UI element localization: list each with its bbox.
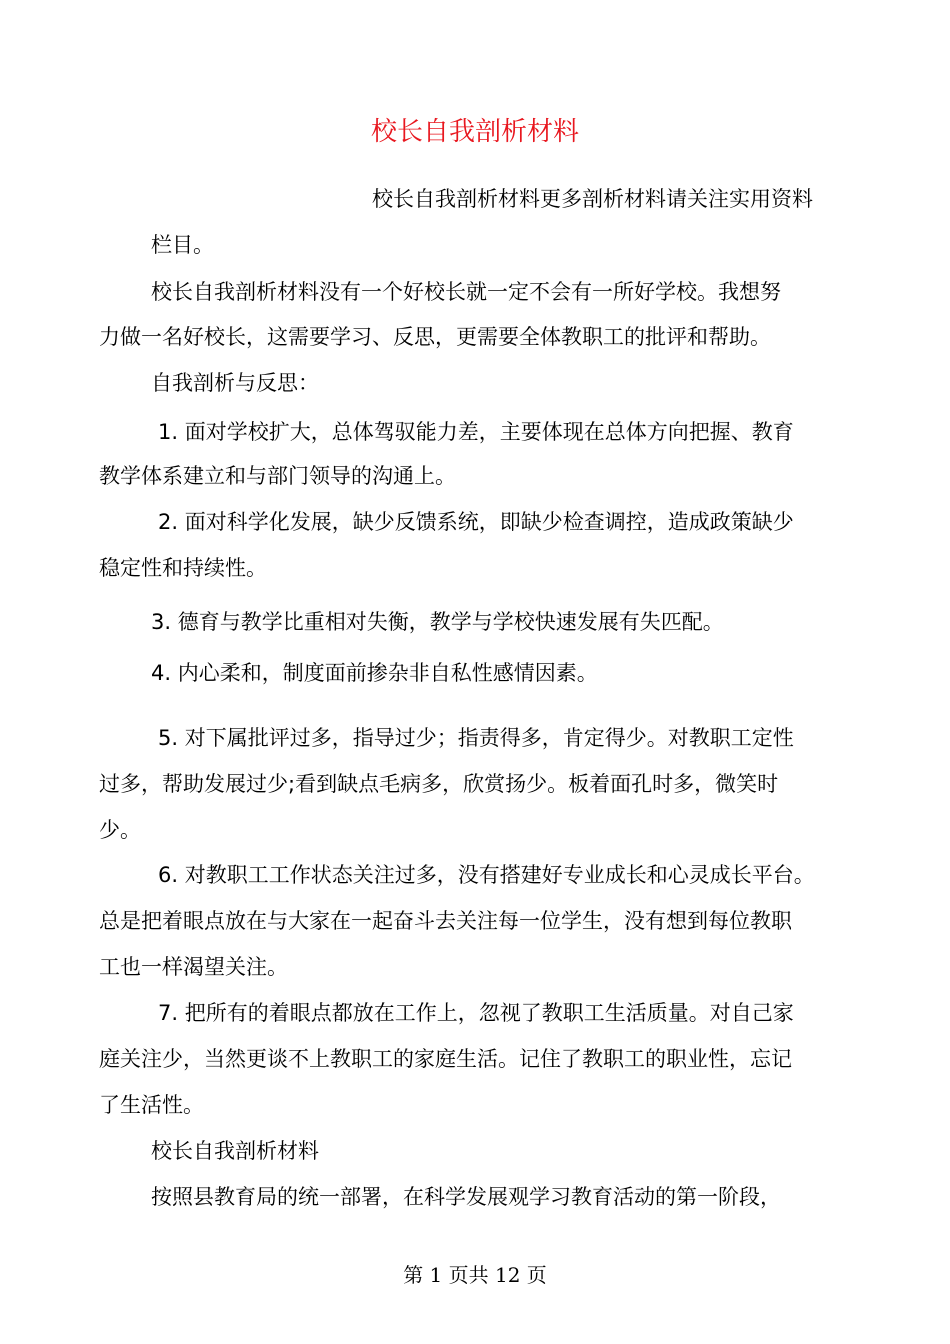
- body-line: 校长自我剖析材料更多剖析材料请关注实用资料: [372, 187, 813, 211]
- body-line: 工也一样渴望关注。: [99, 955, 288, 979]
- body-line: 庭关注少，当然更谈不上教职工的家庭生活。记住了教职工的职业性，忘记: [99, 1047, 792, 1071]
- body-line: 3. 德育与教学比重相对失衡，教学与学校快速发展有失匹配。: [151, 610, 724, 634]
- body-line: 栏目。: [151, 233, 214, 257]
- body-line: 教学体系建立和与部门领导的沟通上。: [99, 464, 456, 488]
- document-title: 校长自我剖析材料: [370, 117, 579, 147]
- body-line: 2. 面对科学化发展，缺少反馈系统，即缺少检查调控，造成政策缺少: [158, 510, 794, 534]
- body-line: 总是把着眼点放在与大家在一起奋斗去关注每一位学生，没有想到每位教职: [99, 909, 792, 933]
- body-line: 校长自我剖析材料: [151, 1139, 319, 1163]
- body-line: 少。: [99, 818, 141, 842]
- body-line: 自我剖析与反思：: [151, 371, 319, 395]
- body-line: 校长自我剖析材料没有一个好校长就一定不会有一所好学校。我想努: [151, 280, 781, 304]
- body-line: 6. 对教职工工作状态关注过多，没有搭建好专业成长和心灵成长平台。: [158, 863, 815, 887]
- body-line: 稳定性和持续性。: [99, 556, 267, 580]
- body-line: 4. 内心柔和，制度面前掺杂非自私性感情因素。: [151, 661, 598, 685]
- body-line: 7. 把所有的着眼点都放在工作上，忽视了教职工生活质量。对自己家: [158, 1001, 794, 1025]
- body-line: 过多，帮助发展过少;看到缺点毛病多，欣赏扬少。板着面孔时多，微笑时: [99, 772, 779, 796]
- body-line: 1. 面对学校扩大，总体驾驭能力差，主要体现在总体方向把握、教育: [158, 420, 794, 444]
- body-line: 了生活性。: [99, 1093, 204, 1117]
- body-line: 按照县教育局的统一部署，在科学发展观学习教育活动的第一阶段，: [151, 1185, 781, 1209]
- page-number: 第 1 页共 12 页: [403, 1263, 547, 1287]
- body-line: 力做一名好校长，这需要学习、反思，更需要全体教职工的批评和帮助。: [99, 325, 771, 349]
- body-line: 5. 对下属批评过多，指导过少；指责得多，肯定得少。对教职工定性: [158, 726, 794, 750]
